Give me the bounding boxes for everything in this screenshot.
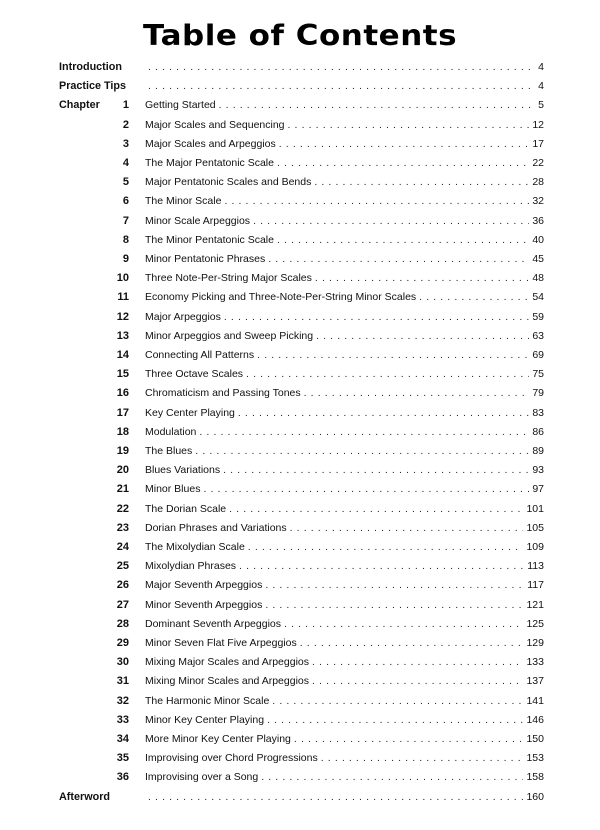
toc-entry: [0, 423, 600, 442]
toc-leader-line: [148, 77, 544, 96]
chapter-title: Major Seventh Arpeggios: [145, 579, 263, 592]
toc-leader-line: [148, 788, 544, 807]
page-number: 17: [532, 137, 544, 150]
page-number: 109: [526, 541, 544, 553]
dot-leader: [199, 423, 529, 442]
page-number: 158: [526, 771, 544, 784]
page-number: 121: [526, 598, 544, 611]
toc-entry: [0, 288, 600, 307]
page-number: 75: [532, 368, 544, 381]
page-number: 89: [532, 445, 544, 457]
dot-leader: [277, 154, 529, 173]
chapter-number: 35: [116, 752, 129, 765]
toc-leader-line: [145, 384, 544, 403]
dot-leader: [203, 480, 529, 499]
toc-leader-line: [145, 423, 544, 442]
dot-leader: [316, 327, 529, 346]
chapter-title: Dorian Phrases and Variations: [145, 521, 287, 534]
dot-leader: [246, 365, 529, 384]
chapter-number: 20: [116, 464, 129, 477]
toc-leader-line: [145, 730, 544, 749]
chapter-title: Mixolydian Phrases: [145, 560, 237, 573]
toc-leader-line: [145, 519, 544, 538]
chapter-title: The Mixolydian Scale: [145, 541, 245, 553]
toc-entry-label: Afterword: [59, 790, 110, 803]
toc-entry: [0, 442, 600, 461]
page-number: 28: [532, 176, 544, 189]
toc-leader-line: [145, 154, 544, 173]
dot-leader: [304, 384, 530, 403]
page-number: 141: [526, 694, 544, 707]
page-number: 93: [532, 464, 544, 477]
dot-leader: [419, 288, 529, 307]
page-number: 113: [527, 560, 544, 573]
page-number: 146: [526, 713, 544, 726]
chapter-title: Dominant Seventh Arpeggios: [145, 617, 282, 630]
chapter-title: Minor Scale Arpeggios: [145, 214, 251, 227]
chapter-number: 16: [116, 387, 129, 400]
dot-leader: [265, 576, 524, 595]
chapter-title: Major Scales and Arpeggios: [145, 137, 276, 150]
chapter-number: 5: [122, 176, 129, 189]
dot-leader: [253, 212, 529, 231]
dot-leader: [148, 58, 535, 77]
chapter-number: 1: [122, 99, 129, 112]
toc-entry: [0, 365, 600, 384]
toc-leader-line: [145, 768, 544, 787]
toc-entry: [0, 480, 600, 499]
chapter-number: 6: [122, 195, 129, 208]
dot-leader: [239, 557, 524, 576]
page-number: 137: [526, 675, 544, 688]
chapter-title: Major Scales and Sequencing: [145, 118, 285, 131]
toc-leader-line: [145, 212, 544, 231]
page-number: 97: [532, 483, 544, 496]
chapter-title: Economy Picking and Three-Note-Per-String Minor Scales: [145, 291, 417, 304]
page-number: 32: [532, 195, 544, 208]
page-number: 45: [532, 253, 544, 265]
chapter-title: The Minor Pentatonic Scale: [145, 233, 274, 246]
dot-leader: [294, 730, 524, 749]
chapter-number: 19: [116, 445, 129, 457]
toc-leader-line: [145, 749, 544, 768]
toc-leader-line: [148, 58, 544, 77]
page-title: Table of Contents: [142, 19, 458, 53]
chapter-number: 31: [116, 675, 129, 688]
dot-leader: [148, 77, 535, 96]
chapter-title: Minor Seven Flat Five Arpeggios: [145, 637, 297, 649]
toc-entry-label: Practice Tips: [59, 80, 127, 93]
chapter-number: 34: [116, 733, 129, 745]
toc-entry: [0, 231, 600, 250]
page-number: 83: [532, 406, 544, 419]
toc-entry: [0, 557, 600, 576]
toc-entry: [0, 538, 600, 557]
toc-leader-line: [145, 231, 544, 250]
chapter-title: The Major Pentatonic Scale: [145, 157, 274, 169]
chapter-title: Three Octave Scales: [145, 368, 244, 381]
chapter-number: 14: [116, 349, 129, 361]
page-number: 101: [526, 502, 544, 515]
dot-leader: [265, 596, 523, 615]
toc-entry: [0, 77, 600, 96]
toc-entry: [0, 384, 600, 403]
toc-leader-line: [145, 711, 544, 730]
dot-leader: [312, 672, 523, 691]
chapter-title: Three Note-Per-String Major Scales: [145, 272, 312, 285]
toc-leader-line: [145, 173, 544, 192]
toc-entry: [0, 269, 600, 288]
chapter-title: Modulation: [145, 425, 197, 438]
toc-leader-line: [145, 327, 544, 346]
page-number: 79: [532, 387, 544, 400]
chapter-number: 30: [116, 656, 129, 669]
toc-entry: [0, 672, 600, 691]
toc-leader-line: [145, 480, 544, 499]
toc-entry: [0, 634, 600, 653]
chapter-number: 10: [116, 272, 129, 285]
toc-entry: [0, 116, 600, 135]
toc-leader-line: [145, 500, 544, 519]
dot-leader: [321, 749, 524, 768]
chapter-title: Mixing Major Scales and Arpeggios: [145, 656, 310, 669]
toc-entry-label: Chapter: [59, 99, 100, 112]
toc-entry: [0, 327, 600, 346]
toc-entry: [0, 173, 600, 192]
page-number: 54: [532, 291, 544, 304]
toc-leader-line: [145, 461, 544, 480]
chapter-title: Connecting All Patterns: [145, 349, 255, 361]
toc-leader-line: [145, 250, 544, 269]
dot-leader: [288, 116, 530, 135]
page-number: 4: [538, 61, 544, 73]
chapter-number: 17: [116, 406, 129, 419]
chapter-number: 3: [122, 137, 129, 150]
chapter-title: More Minor Key Center Playing: [145, 733, 291, 745]
dot-leader: [312, 653, 523, 672]
dot-leader: [279, 135, 530, 154]
toc-entry: [0, 308, 600, 327]
chapter-title: Minor Arpeggios and Sweep Picking: [145, 329, 314, 342]
dot-leader: [219, 96, 536, 115]
toc-leader-line: [145, 576, 544, 595]
chapter-title: Blues Variations: [145, 464, 221, 477]
page-number: 125: [526, 617, 544, 630]
page-number: 48: [532, 272, 544, 285]
toc-leader-line: [145, 634, 544, 653]
toc-entry: [0, 711, 600, 730]
chapter-number: 12: [116, 310, 129, 323]
toc-leader-line: [145, 192, 544, 211]
chapter-title: The Harmonic Minor Scale: [145, 694, 270, 707]
page-number: 69: [532, 349, 544, 361]
dot-leader: [223, 461, 529, 480]
toc-entry-label: Introduction: [59, 61, 122, 73]
toc-entry: [0, 58, 600, 77]
page-number: 5: [538, 99, 544, 112]
chapter-number: 4: [122, 157, 129, 169]
chapter-number: 27: [116, 598, 129, 611]
dot-leader: [268, 250, 529, 269]
chapter-title: Major Arpeggios: [145, 310, 221, 323]
toc-entry: [0, 96, 600, 115]
toc-entry: [0, 615, 600, 634]
chapter-number: 33: [116, 713, 129, 726]
chapter-number: 8: [122, 233, 129, 246]
chapter-number: 29: [116, 637, 129, 649]
dot-leader: [224, 192, 529, 211]
chapter-number: 24: [116, 541, 129, 553]
toc-leader-line: [145, 135, 544, 154]
chapter-number: 23: [116, 521, 129, 534]
toc-leader-line: [145, 615, 544, 634]
toc-leader-line: [145, 692, 544, 711]
toc-leader-line: [145, 538, 544, 557]
chapter-title: The Dorian Scale: [145, 502, 227, 515]
toc-entry: [0, 730, 600, 749]
toc-leader-line: [145, 96, 544, 115]
page-number: 40: [532, 233, 544, 246]
toc-entry: [0, 519, 600, 538]
chapter-number: 32: [116, 694, 129, 707]
chapter-number: 13: [116, 329, 129, 342]
chapter-title: Minor Seventh Arpeggios: [145, 598, 263, 611]
dot-leader: [224, 308, 529, 327]
toc-leader-line: [145, 365, 544, 384]
chapter-number: 22: [116, 502, 129, 515]
page-number: 160: [526, 790, 544, 803]
toc-entry: [0, 212, 600, 231]
dot-leader: [277, 231, 529, 250]
toc-leader-line: [145, 557, 544, 576]
chapter-title: Getting Started: [145, 99, 216, 112]
chapter-number: 21: [116, 483, 129, 496]
page-number: 133: [526, 656, 544, 669]
dot-leader: [300, 634, 524, 653]
toc-entry: [0, 788, 600, 807]
toc-leader-line: [145, 596, 544, 615]
toc-leader-line: [145, 442, 544, 461]
page-number: 36: [532, 214, 544, 227]
page-number: 105: [526, 521, 544, 534]
page-number: 129: [526, 637, 544, 649]
dot-leader: [315, 269, 529, 288]
toc-entry: [0, 154, 600, 173]
dot-leader: [229, 500, 523, 519]
page-number: 117: [527, 579, 544, 592]
dot-leader: [272, 692, 523, 711]
toc-entry: [0, 135, 600, 154]
toc-leader-line: [145, 653, 544, 672]
toc-entry: [0, 749, 600, 768]
toc-entry: [0, 461, 600, 480]
dot-leader: [195, 442, 529, 461]
page-number: 86: [532, 425, 544, 438]
dot-leader: [238, 404, 529, 423]
toc-leader-line: [145, 404, 544, 423]
toc-leader-line: [145, 346, 544, 365]
dot-leader: [284, 615, 523, 634]
toc-entry: [0, 768, 600, 787]
dot-leader: [248, 538, 524, 557]
dot-leader: [257, 346, 529, 365]
page-number: 22: [532, 157, 544, 169]
dot-leader: [267, 711, 523, 730]
chapter-title: Chromaticism and Passing Tones: [145, 387, 301, 400]
toc-entry: [0, 692, 600, 711]
toc-entry: [0, 404, 600, 423]
toc-entry: [0, 653, 600, 672]
chapter-number: 25: [116, 560, 129, 573]
page-number: 4: [538, 80, 544, 93]
dot-leader: [261, 768, 523, 787]
dot-leader: [290, 519, 524, 538]
page-number: 150: [526, 733, 544, 745]
chapter-title: Improvising over Chord Progressions: [145, 752, 318, 765]
chapter-title: Key Center Playing: [145, 406, 235, 419]
chapter-title: Minor Blues: [145, 483, 201, 496]
toc-leader-line: [145, 116, 544, 135]
chapter-number: 18: [116, 425, 129, 438]
page-number: 63: [532, 329, 544, 342]
chapter-title: The Blues: [145, 445, 193, 457]
page-number: 59: [532, 310, 544, 323]
chapter-number: 26: [116, 579, 129, 592]
chapter-number: 2: [122, 118, 129, 131]
toc-leader-line: [145, 672, 544, 691]
toc-entry: [0, 596, 600, 615]
toc-entry: [0, 576, 600, 595]
dot-leader: [314, 173, 529, 192]
dot-leader: [148, 788, 523, 807]
chapter-number: 11: [117, 291, 129, 304]
chapter-number: 28: [116, 617, 129, 630]
chapter-title: Minor Key Center Playing: [145, 713, 265, 726]
chapter-title: Mixing Minor Scales and Arpeggios: [145, 675, 310, 688]
chapter-number: 9: [122, 253, 129, 265]
page-number: 153: [526, 752, 544, 765]
page-number: 12: [532, 118, 544, 131]
chapter-number: 15: [116, 368, 129, 381]
toc-entry: [0, 346, 600, 365]
toc-leader-line: [145, 269, 544, 288]
chapter-title: Improvising over a Song: [145, 771, 259, 784]
toc-entry: [0, 250, 600, 269]
chapter-title: Major Pentatonic Scales and Bends: [145, 176, 312, 189]
chapter-title: Minor Pentatonic Phrases: [145, 253, 266, 265]
toc-leader-line: [145, 308, 544, 327]
toc-entry: [0, 192, 600, 211]
chapter-title: The Minor Scale: [145, 195, 222, 208]
chapter-number: 36: [116, 771, 129, 784]
toc-entry: [0, 500, 600, 519]
chapter-number: 7: [122, 214, 129, 227]
toc-leader-line: [145, 288, 544, 307]
